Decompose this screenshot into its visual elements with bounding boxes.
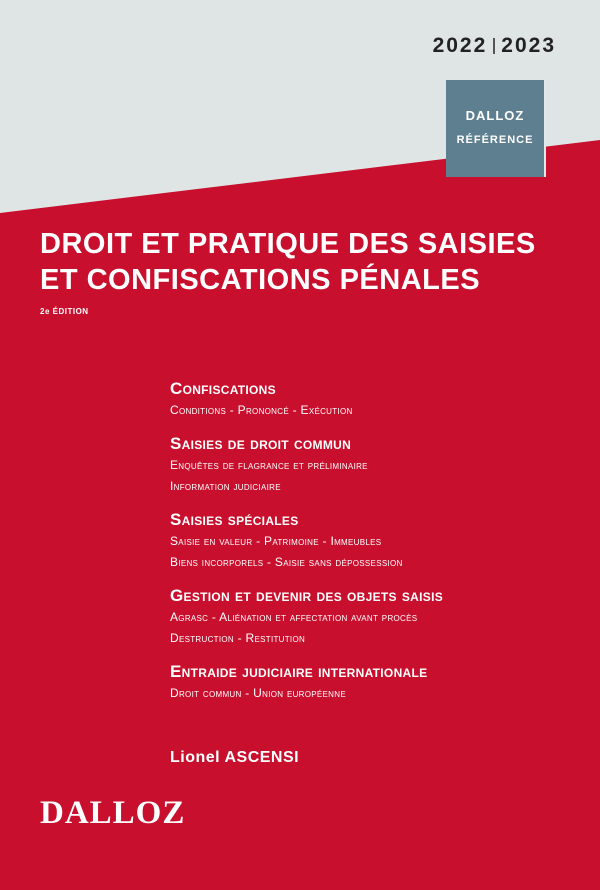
- contents-list: [170, 378, 580, 716]
- section-heading: Saisies de droit commun: [170, 434, 352, 453]
- edition-label: 2e ÉDITION: [40, 307, 89, 316]
- publisher-logo: DALLOZ: [40, 795, 186, 831]
- section-subline: Saisie en valeur - Patrimoine - Immeubles: [170, 534, 382, 548]
- title-line-2: ET CONFISCATIONS PÉNALES: [40, 264, 481, 296]
- year-end: 2023: [501, 34, 556, 57]
- title-line-1: DROIT ET PRATIQUE DES SAISIES: [40, 228, 536, 260]
- section-gestion-objets-saisis: [170, 585, 580, 649]
- collection-badge: [446, 80, 546, 177]
- section-subline: Conditions - Prononcé - Exécution: [170, 403, 353, 417]
- section-heading: Entraide judiciaire internationale: [170, 662, 428, 681]
- section-saisies-speciales: [170, 509, 580, 573]
- section-entraide-internationale: [170, 661, 580, 704]
- badge-publisher: DALLOZ: [465, 108, 525, 123]
- section-subline: Agrasc - Aliénation et affectation avant procès: [170, 610, 418, 624]
- badge-collection: RÉFÉRENCE: [456, 134, 534, 146]
- section-saisies-droit-commun: [170, 433, 580, 497]
- section-subline: Destruction - Restitution: [170, 631, 306, 645]
- section-subline: Information judiciaire: [170, 479, 281, 493]
- section-subline: Droit commun - Union européenne: [170, 686, 346, 700]
- year-start: 2022: [432, 34, 488, 57]
- section-heading: Gestion et devenir des objets saisis: [170, 586, 444, 605]
- section-confiscations: [170, 378, 580, 421]
- edition-years: [433, 34, 556, 58]
- year-separator: [493, 38, 495, 54]
- section-subline: Biens incorporels - Saisie sans dépossession: [170, 555, 403, 569]
- author-name: Lionel ASCENSI: [170, 749, 300, 766]
- section-heading: Confiscations: [170, 379, 276, 398]
- section-heading: Saisies spéciales: [170, 510, 299, 529]
- book-title: [40, 226, 580, 298]
- section-subline: Enquêtes de flagrance et préliminaire: [170, 458, 368, 472]
